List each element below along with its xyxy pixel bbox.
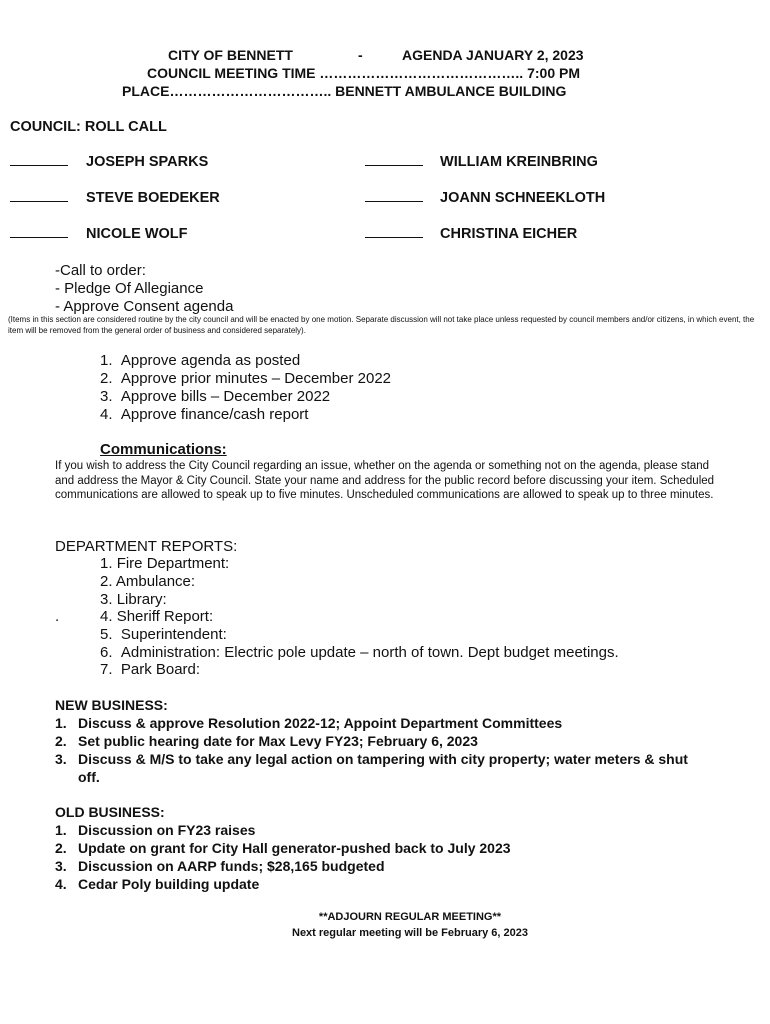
new-business-item: 1. Discuss & approve Resolution 2022-12; Appoint Department Committees — [55, 715, 563, 731]
roll-call-row — [365, 154, 598, 170]
old-business-title: OLD BUSINESS: — [55, 804, 165, 820]
header-meeting-time: COUNCIL MEETING TIME …………………………………….. 7:00 PM — [147, 65, 580, 81]
pledge-of-allegiance: - Pledge Of Allegiance — [55, 280, 204, 297]
new-business-item-continued: off. — [78, 769, 100, 785]
report-item: 1. Fire Department: — [100, 555, 230, 572]
roll-call-row — [365, 226, 577, 242]
adjourn-line: **ADJOURN REGULAR MEETING** — [318, 911, 502, 923]
old-business-item: 4. Cedar Poly building update — [55, 876, 260, 892]
header-place: PLACE…………………………….. BENNETT AMBULANCE BUILDING — [122, 83, 567, 99]
signature-blank — [10, 236, 68, 238]
consent-item: 4. Approve finance/cash report — [100, 406, 309, 423]
member-name: JOSEPH SPARKS — [86, 154, 209, 170]
header-agenda-date: AGENDA JANUARY 2, 2023 — [402, 47, 584, 63]
member-name: STEVE BOEDEKER — [86, 190, 220, 206]
member-name: WILLIAM KREINBRING — [440, 154, 598, 170]
roll-call-row — [365, 190, 605, 206]
report-item: 4. Sheriff Report: — [100, 608, 214, 625]
signature-blank — [365, 236, 423, 238]
roll-call-row — [10, 190, 220, 206]
roll-call-row — [10, 154, 208, 170]
new-business-title: NEW BUSINESS: — [55, 697, 168, 713]
report-item: 7. Park Board: — [100, 661, 201, 678]
roll-call-title: COUNCIL: ROLL CALL — [10, 119, 167, 135]
report-item: 3. Library: — [100, 591, 167, 608]
signature-blank — [365, 200, 423, 202]
stray-period: . — [55, 608, 60, 625]
header-city: CITY OF BENNETT — [168, 47, 293, 63]
department-reports-title: DEPARTMENT REPORTS: — [55, 538, 238, 555]
new-business-item: 3. Discuss & M/S to take any legal action on tampering with city property; water meters & shut — [55, 751, 688, 767]
member-name: NICOLE WOLF — [86, 226, 188, 242]
signature-blank — [10, 200, 68, 202]
consent-item: 3. Approve bills – December 2022 — [100, 388, 331, 405]
consent-item: 2. Approve prior minutes – December 2022 — [100, 370, 391, 387]
header-dash: - — [358, 47, 363, 63]
roll-call-row — [10, 226, 188, 242]
consent-note: (Items in this section are considered routine by the city council and will be enacted by one motion. Separate discussion will not take place unless requested by council members and/or citizens, in which event, the item will be removed from the general order of business and considered separately). — [8, 315, 755, 335]
approve-consent-agenda: - Approve Consent agenda — [55, 298, 234, 315]
member-name: CHRISTINA EICHER — [440, 226, 578, 242]
next-meeting-line: Next regular meeting will be February 6, 2023 — [292, 927, 528, 939]
new-business-item: 2. Set public hearing date for Max Levy FY23; February 6, 2023 — [55, 733, 478, 749]
report-item: 6. Administration: Electric pole update – north of town. Dept budget meetings. — [100, 644, 619, 661]
old-business-item: 1. Discussion on FY23 raises — [55, 822, 256, 838]
call-to-order: -Call to order: — [55, 262, 146, 279]
old-business-item: 2. Update on grant for City Hall generator-pushed back to July 2023 — [55, 840, 511, 856]
signature-blank — [365, 164, 423, 166]
report-item: 2. Ambulance: — [100, 573, 196, 590]
report-item: 5. Superintendent: — [100, 626, 227, 643]
signature-blank — [10, 164, 68, 166]
member-name: JOANN SCHNEEKLOTH — [440, 190, 606, 206]
communications-text: If you wish to address the City Council regarding an issue, whether on the agenda or something not on the agenda, please stand and address the Mayor & City Council. State your name and address for the public record before discussing your item. Scheduled communications are allowed to speak up to five minutes. Unscheduled communications are allowed to speak up to three minutes. — [55, 460, 715, 501]
communications-title: Communications: — [100, 441, 227, 458]
consent-item: 1. Approve agenda as posted — [100, 352, 301, 369]
old-business-item: 3. Discussion on AARP funds; $28,165 budgeted — [55, 858, 385, 874]
